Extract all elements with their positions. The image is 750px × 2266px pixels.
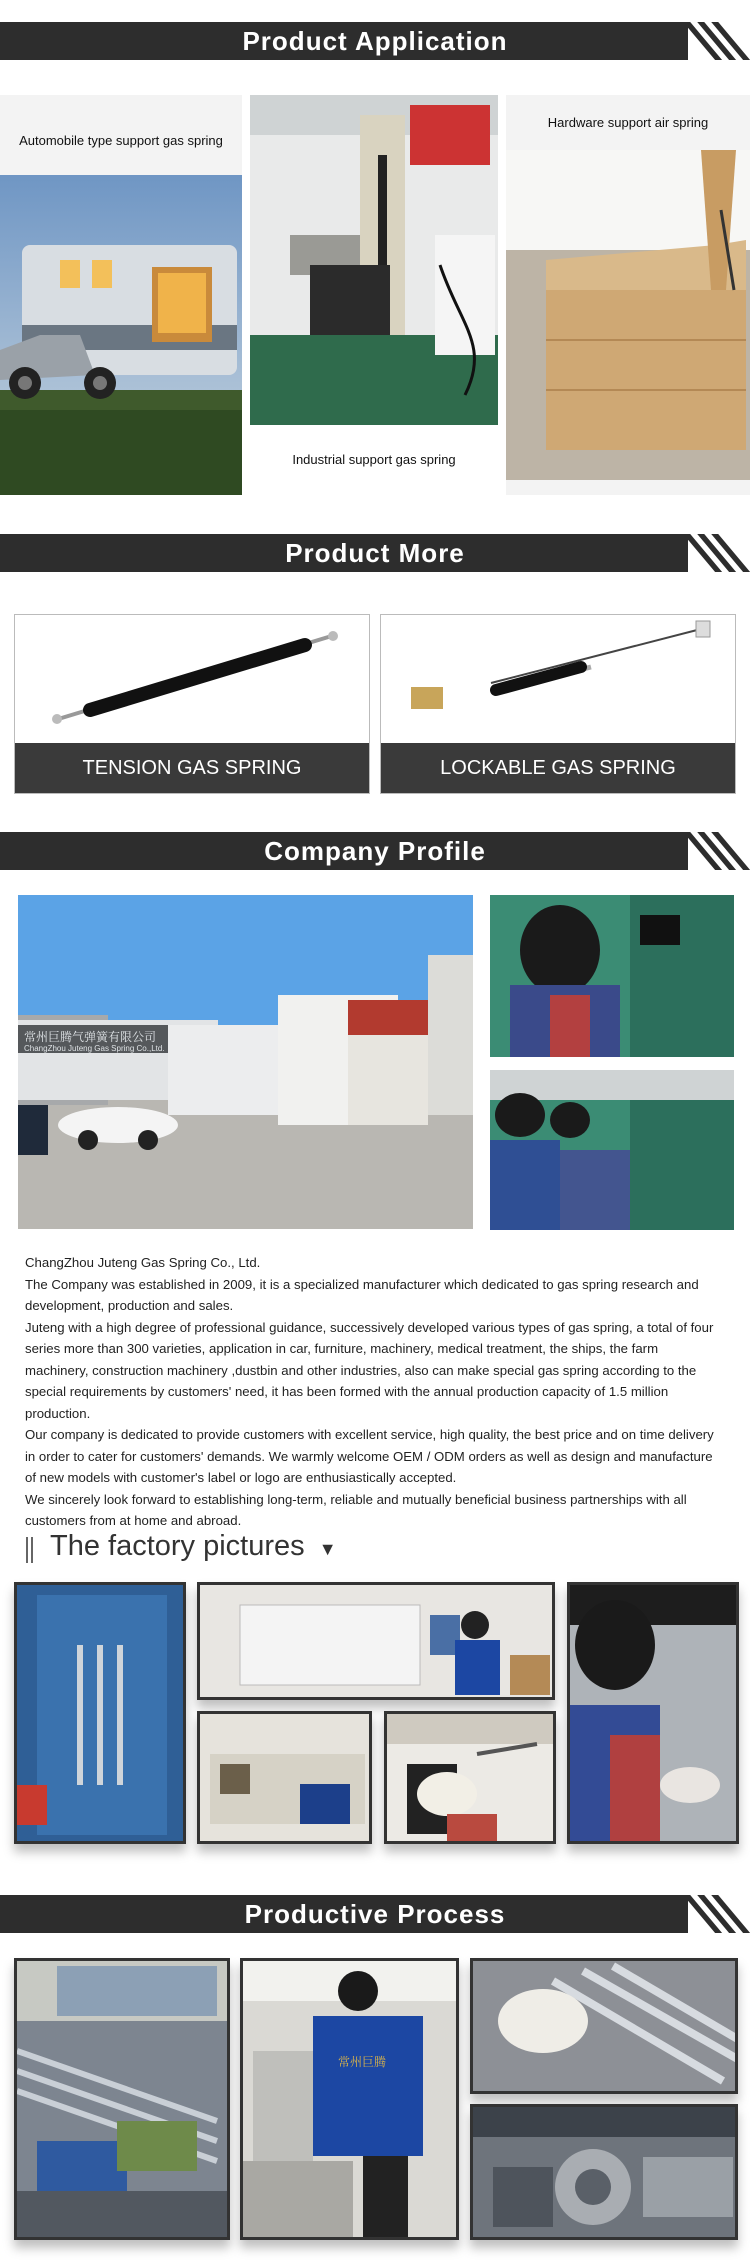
process-worker-image [243,1961,459,2240]
product-label-lockable: LOCKABLE GAS SPRING [381,743,735,793]
process-picture-3 [470,1958,738,2094]
profile-paragraph: The Company was established in 2009, it is a specialized manufacturer which dedicated to gas spring research and development, production and sales. [25,1276,699,1313]
worker-photo-2 [490,1070,734,1230]
industrial-machine-image [250,95,498,425]
profile-paragraph: Juteng with a high degree of professional guidance, successively developed various types of gas spring, a total of four series more than 300 varieties, application in car, furniture, machinery, medical treatment, the ships, the farm machinery, construction machinery ,dustbin and other industries, also can make special gas spring according to the special requirements by customers' need, it has been formed with the annual production capacity of 1.5 million production. [25,1319,714,1421]
process-picture-1 [14,1958,230,2240]
factory-sign-text-en: ChangZhou Juteng Gas Spring Co.,Ltd. [24,1044,165,1053]
section-title: Product Application [242,26,508,56]
process-rods-image [17,1961,230,2240]
process-gloves-image [473,1961,738,2094]
stripes-decoration [688,1895,750,1933]
factory-picture-1 [14,1582,186,1844]
factory-worker-image [570,1585,739,1844]
process-picture-2 [240,1958,459,2240]
product-card-lockable[interactable] [380,614,736,794]
section-title: Company Profile [264,836,486,866]
product-card-tension[interactable] [14,614,370,794]
caption-industrial: Industrial support gas spring [292,452,456,467]
factory-machine-image [17,1585,186,1844]
wooden-box-image [506,150,750,480]
heading-bar-decoration [26,1537,28,1563]
factory-pictures-title: The factory pictures [50,1530,305,1562]
factory-picture-3 [567,1582,739,1844]
section-title: Product More [285,538,465,568]
factory-picture-4 [197,1711,372,1844]
worker-photo-1 [490,895,734,1057]
factory-picture-5 [384,1711,556,1844]
profile-paragraph: We sincerely look forward to establishing long-term, reliable and mutually beneficial business partnerships with all customers from at home and abroad. [25,1491,687,1528]
caption-hardware: Hardware support air spring [547,115,709,130]
profile-paragraph: Our company is dedicated to provide customers with excellent service, high quality, the best price and on time delivery in order to cater for customers' demands. We warmly welcome OEM / ODM orders as well as design and manufacture of new models with customer's label or logo are enthusiastically accepted. [25,1427,714,1485]
stripes-decoration [688,832,750,870]
section-banner-process [0,1895,750,1933]
factory-exterior-photo [18,895,473,1229]
caption-automobile: Automobile type support gas spring [19,133,223,148]
worker-jacket-text: 常州巨腾 [338,2055,387,2069]
triangle-down-icon: ▼ [318,1539,337,1559]
section-title: Productive Process [244,1899,506,1929]
company-profile-text [25,1252,725,1532]
worker-image-1 [490,895,734,1057]
application-photo-hardware [506,95,750,495]
process-machine-image [473,2107,738,2240]
application-photo-automobile [0,95,242,495]
section-banner-profile [0,832,750,870]
product-label-tension: TENSION GAS SPRING [15,743,369,793]
stripes-decoration [688,22,750,60]
process-picture-4 [470,2104,738,2240]
factory-exterior-image [18,895,473,1229]
camper-truck-image [0,175,242,495]
section-banner-application [0,22,750,60]
worker-image-2 [490,1070,734,1230]
tension-gas-spring-image [15,615,369,743]
factory-picture-2 [197,1582,555,1700]
factory-lab-image [200,1714,372,1844]
application-photo-industrial [250,95,498,495]
section-banner-more [0,534,750,572]
company-name: ChangZhou Juteng Gas Spring Co., Ltd. [25,1255,261,1270]
lockable-gas-spring-image [381,615,735,743]
factory-pictures-heading [50,1530,337,1563]
heading-bar-decoration [31,1537,33,1563]
factory-hands-image [387,1714,556,1844]
stripes-decoration [688,534,750,572]
factory-workshop-image [200,1585,555,1700]
factory-sign-text: 常州巨腾气弹簧有限公司 [24,1030,157,1044]
